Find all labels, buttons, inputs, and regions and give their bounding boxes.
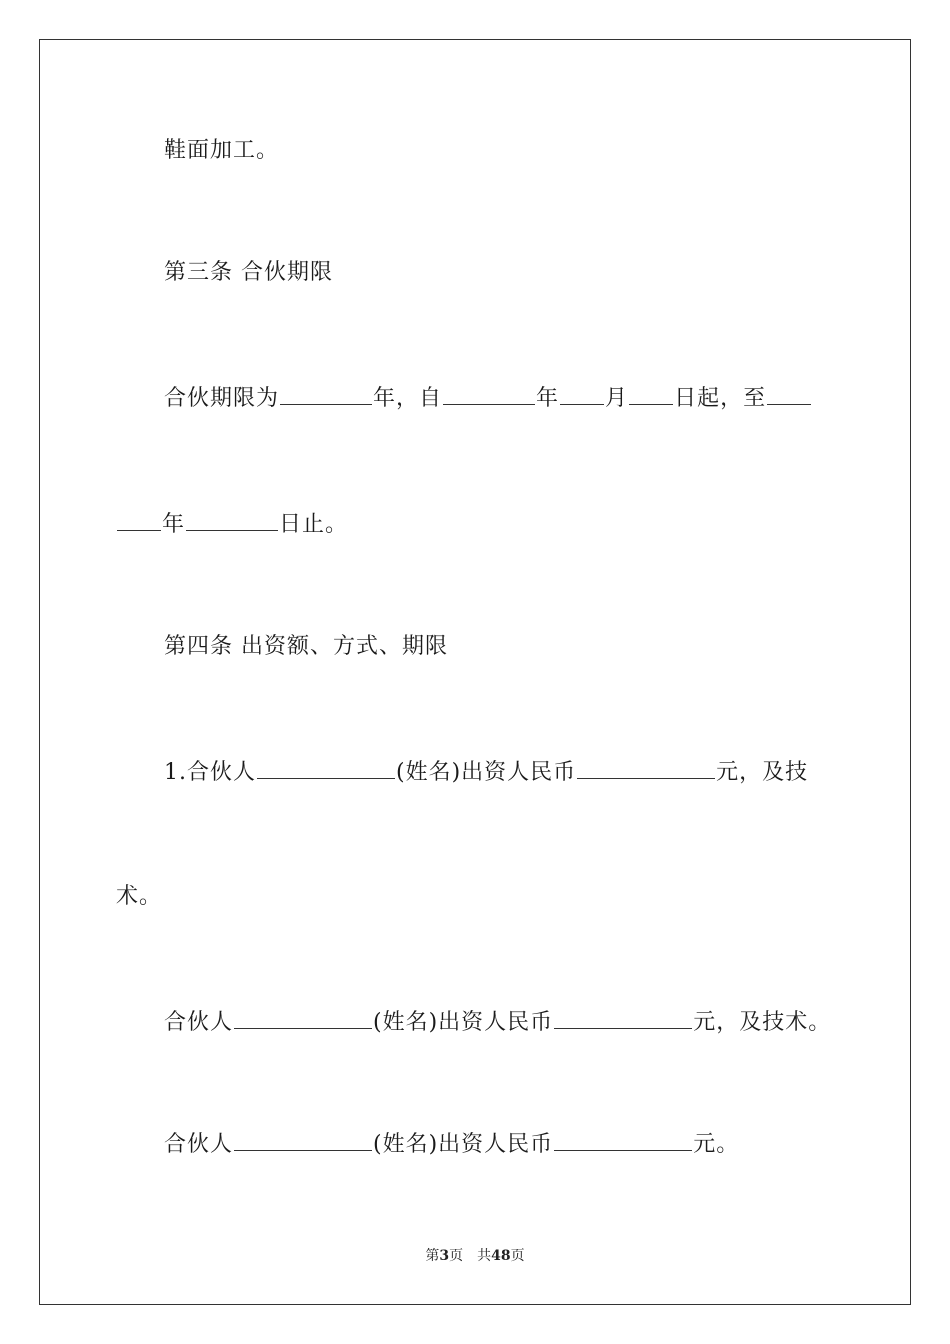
line-text: (姓名)出资人民币 (373, 1132, 554, 1157)
heading-text: 第四条 出资额、方式、期限 (164, 634, 448, 659)
text-line-8 (164, 1008, 831, 1038)
line-text: 合伙人 (164, 1132, 234, 1157)
text-line-4 (116, 510, 348, 540)
fill-in-blank (560, 384, 604, 405)
footer-text: 共 (477, 1248, 492, 1264)
fill-in-blank (577, 758, 715, 779)
fill-in-blank (554, 1130, 692, 1151)
text-line-7 (116, 882, 162, 912)
fill-in-blank (234, 1130, 372, 1151)
fill-in-blank (117, 510, 161, 531)
fill-in-blank (629, 384, 673, 405)
text-line-3 (164, 384, 812, 414)
line-text: 合伙期限为 (164, 386, 280, 411)
page-footer (0, 1246, 950, 1266)
heading-text: 第三条 合伙期限 (164, 260, 333, 285)
fill-in-blank (234, 1008, 372, 1029)
total-page-count: 48 (491, 1248, 511, 1264)
text-line-1 (164, 136, 279, 166)
line-text: (姓名)出资人民币 (373, 1010, 554, 1035)
fill-in-blank (767, 384, 811, 405)
footer-text: 页 (449, 1248, 464, 1264)
text-line-6 (164, 758, 808, 788)
line-text: 元，及技术。 (693, 1010, 832, 1035)
line-text: 鞋面加工。 (164, 138, 280, 163)
line-text: 月 (605, 386, 629, 411)
line-text: 年 (162, 512, 186, 537)
line-text: (姓名)出资人民币 (396, 760, 577, 785)
line-text: 年，自 (373, 386, 443, 411)
footer-text: 页 (510, 1248, 525, 1264)
article-3-heading (164, 258, 333, 288)
article-4-heading (164, 632, 448, 662)
fill-in-blank (280, 384, 372, 405)
fill-in-blank (257, 758, 395, 779)
line-text: 元。 (693, 1132, 740, 1157)
line-text: 日止。 (279, 512, 349, 537)
footer-text: 第 (425, 1248, 440, 1264)
line-text: 元，及技 (716, 760, 809, 785)
fill-in-blank (186, 510, 278, 531)
line-text: 1.合伙人 (164, 760, 256, 785)
line-text: 年 (536, 386, 560, 411)
page-border (39, 39, 911, 1305)
line-text: 术。 (116, 884, 163, 909)
fill-in-blank (554, 1008, 692, 1029)
fill-in-blank (443, 384, 535, 405)
line-text: 日起，至 (674, 386, 767, 411)
current-page-number: 3 (439, 1248, 450, 1264)
line-text: 合伙人 (164, 1010, 234, 1035)
text-line-9 (164, 1130, 739, 1160)
